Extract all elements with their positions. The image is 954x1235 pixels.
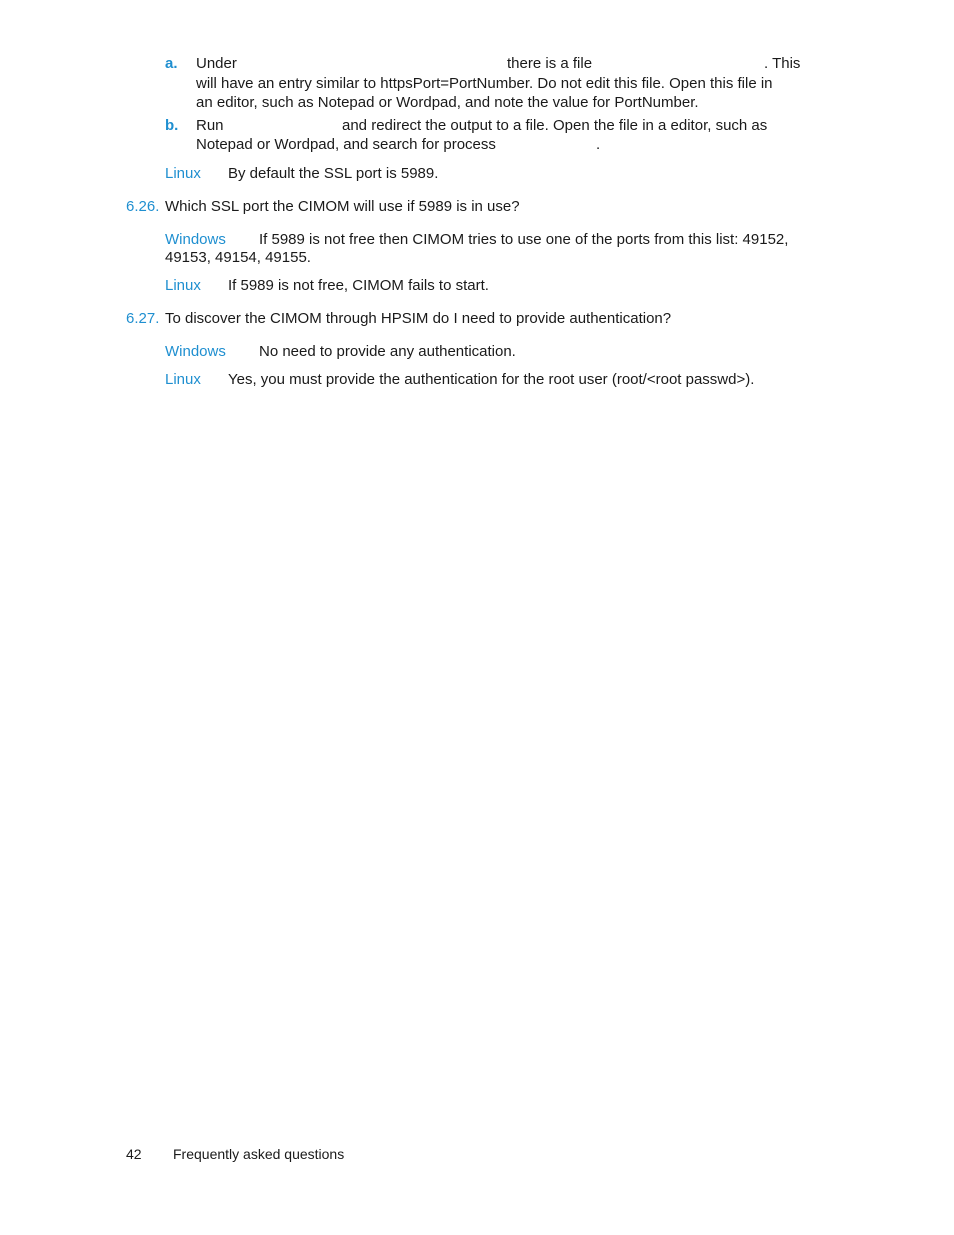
platform-note-text: If 5989 is not free then CIMOM tries to use one of the ports from this list: 49152,: [259, 231, 789, 248]
step-a-text: . This: [764, 55, 801, 72]
step-b-text: Run: [196, 117, 224, 134]
platform-label-linux: Linux: [165, 165, 201, 182]
platform-label-linux: Linux: [165, 277, 201, 294]
footer-section-title: Frequently asked questions: [173, 1146, 345, 1162]
question-number: 6.26.: [126, 198, 160, 215]
question-text: Which SSL port the CIMOM will use if 5989 is in use?: [165, 198, 520, 215]
question-number: 6.27.: [126, 310, 160, 327]
step-a-text: will have an entry similar to httpsPort=PortNumber. Do not edit this file. Open this file in: [196, 75, 773, 92]
step-a-text: Under: [196, 55, 237, 72]
platform-note-text: Yes, you must provide the authentication for the root user (root/<root passwd>).: [228, 371, 755, 388]
platform-note-text: By default the SSL port is 5989.: [228, 165, 439, 182]
step-a-text: an editor, such as Notepad or Wordpad, and note the value for PortNumber.: [196, 94, 699, 111]
platform-note-text: 49153, 49154, 49155.: [165, 249, 311, 266]
platform-note-text: No need to provide any authentication.: [259, 343, 516, 360]
step-marker-b: b.: [165, 117, 179, 134]
platform-label-windows: Windows: [165, 231, 226, 248]
platform-note-text: If 5989 is not free, CIMOM fails to start.: [228, 277, 489, 294]
step-a-text: there is a file: [507, 55, 593, 72]
platform-label-linux: Linux: [165, 371, 201, 388]
step-marker-a: a.: [165, 55, 178, 72]
step-b-text: Notepad or Wordpad, and search for process: [196, 136, 496, 153]
platform-label-windows: Windows: [165, 343, 226, 360]
step-b-text: and redirect the output to a file. Open the file in a editor, such as: [342, 117, 768, 134]
step-b-text: .: [596, 136, 601, 153]
question-text: To discover the CIMOM through HPSIM do I need to provide authentication?: [165, 310, 672, 327]
page-number: 42: [126, 1146, 142, 1162]
